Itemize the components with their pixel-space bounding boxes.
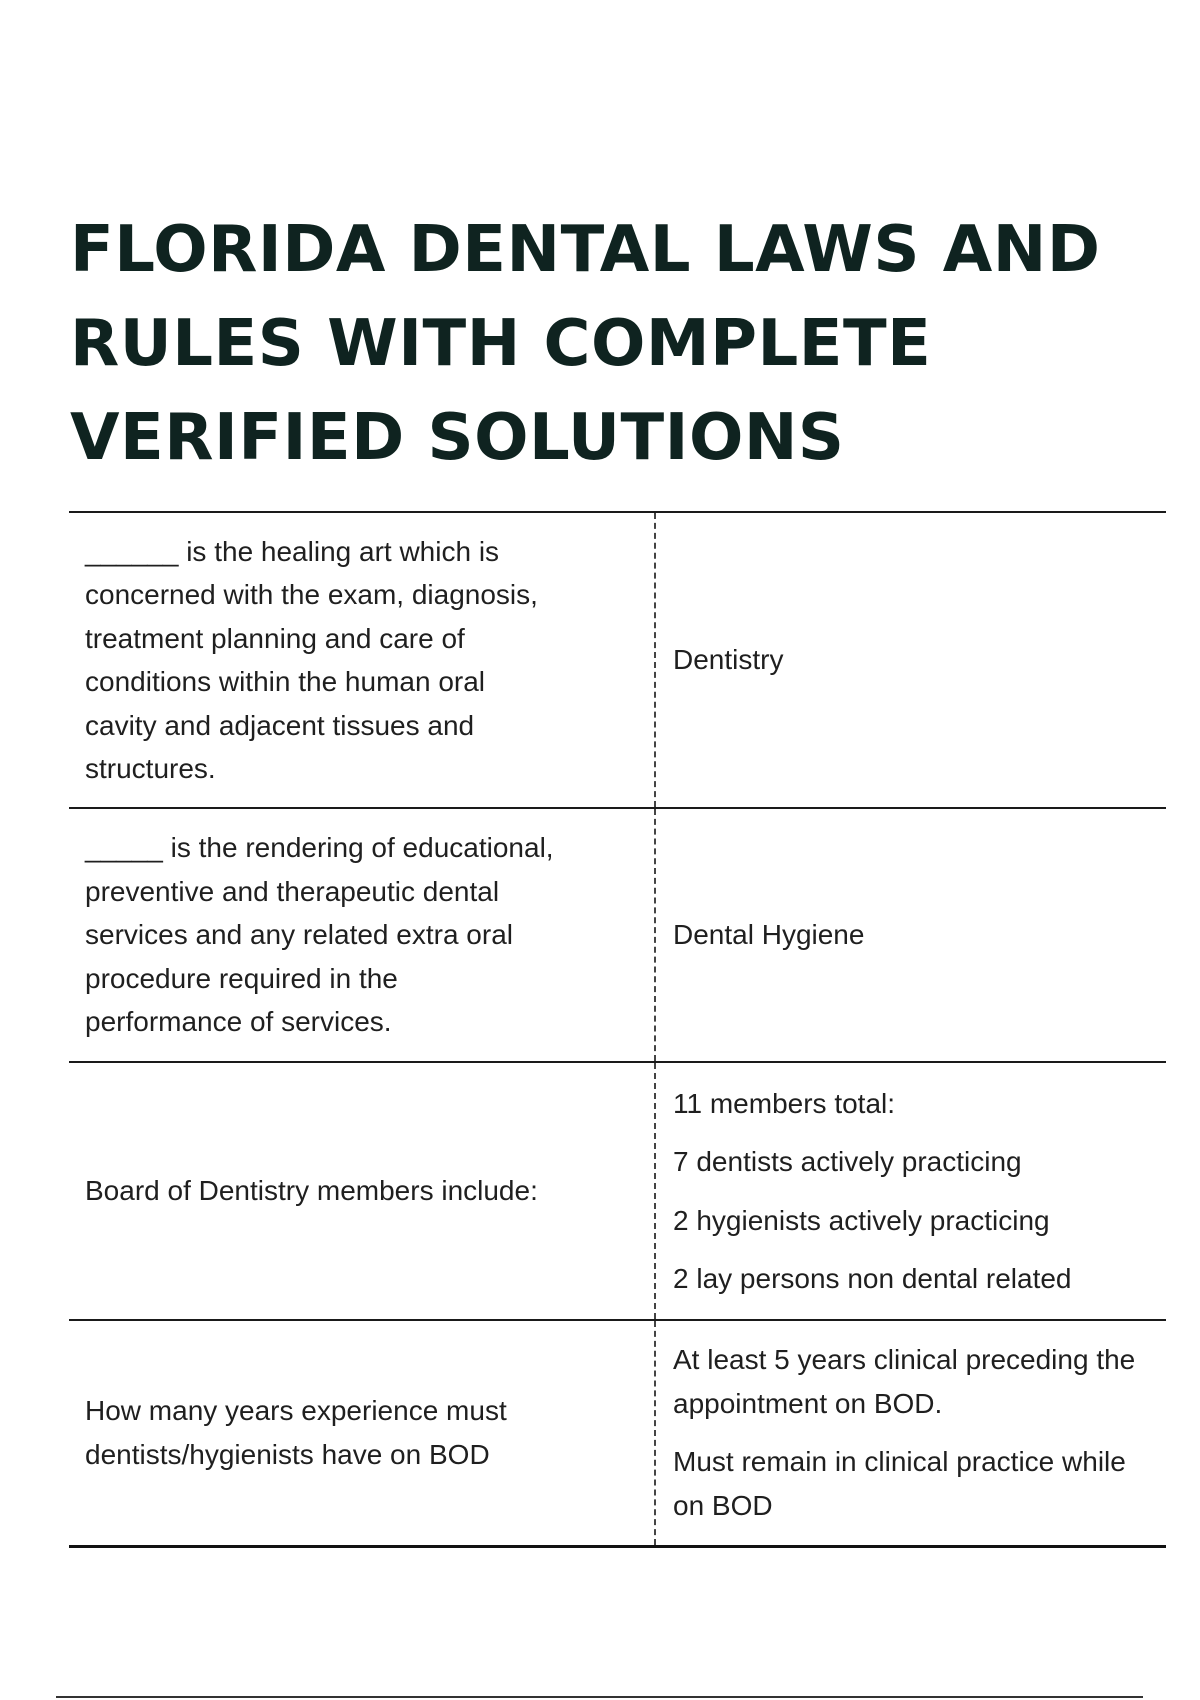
qa-table — [69, 511, 1166, 1548]
question-line: concerned with the exam, diagnosis, — [85, 579, 538, 610]
answer-line: Dental Hygiene — [673, 919, 865, 951]
question-line: treatment planning and care of — [85, 622, 465, 654]
qa-row — [69, 512, 1166, 808]
question-cell — [69, 1320, 655, 1546]
answer-line: on BOD — [673, 1489, 773, 1521]
title-line: FLORIDA DENTAL LAWS AND — [70, 213, 1101, 287]
question-line: cavity and adjacent tissues and — [85, 709, 475, 741]
question-line: procedure required in the — [85, 962, 398, 994]
footer-divider — [56, 1696, 1143, 1698]
answer-cell — [655, 1062, 1166, 1320]
question-line: preventive and therapeutic dental — [85, 875, 500, 907]
question-line: structures. — [85, 753, 216, 784]
qa-row — [69, 1062, 1166, 1320]
title-line: VERIFIED SOLUTIONS — [70, 401, 845, 475]
qa-row — [69, 1320, 1166, 1546]
question-line: conditions within the human oral — [85, 666, 486, 697]
answer-cell — [655, 512, 1166, 808]
title-line: RULES WITH COMPLETE — [70, 307, 932, 381]
answer-line: 7 dentists actively practicing — [673, 1146, 1022, 1177]
question-cell — [69, 512, 655, 808]
answer-line: 11 members total: — [673, 1087, 896, 1119]
question-cell — [69, 808, 655, 1062]
answer-line: 2 hygienists actively practicing — [673, 1204, 1050, 1236]
question-line: Board of Dentistry members include: — [85, 1175, 538, 1207]
answer-line: 2 lay persons non dental related — [673, 1263, 1072, 1294]
question-line: How many years experience must — [85, 1395, 507, 1427]
qa-row — [69, 808, 1166, 1062]
answer-cell — [655, 808, 1166, 1062]
question-line: _____ is the rendering of educational, — [85, 832, 554, 864]
question-line: ______ is the healing art which is — [85, 535, 500, 567]
answer-cell — [655, 1320, 1166, 1546]
question-line: performance of services. — [85, 1006, 392, 1038]
answer-line: Dentistry — [673, 644, 784, 676]
question-line: services and any related extra oral — [85, 919, 513, 951]
answer-line: appointment on BOD. — [673, 1387, 943, 1419]
document-title — [70, 203, 1150, 485]
question-cell — [69, 1062, 655, 1320]
answer-line: At least 5 years clinical preceding the — [673, 1344, 1136, 1376]
question-line: dentists/hygienists have on BOD — [85, 1438, 490, 1470]
answer-line: Must remain in clinical practice while — [673, 1446, 1126, 1478]
